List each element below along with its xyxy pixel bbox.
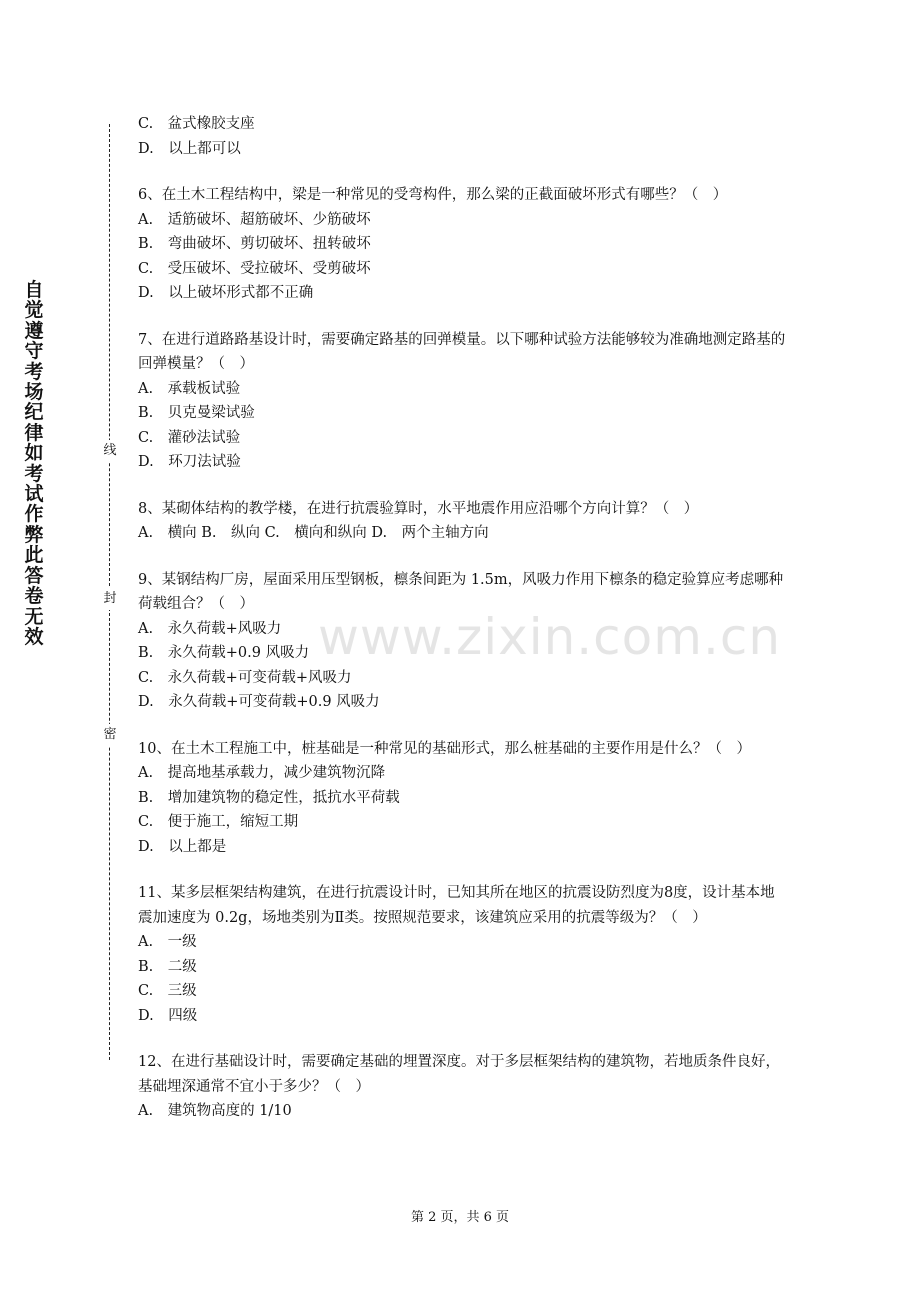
question-block bbox=[138, 328, 788, 475]
answer-option: A. 提高地基承载力，减少建筑物沉降 bbox=[138, 765, 386, 781]
answer-option: B. 二级 bbox=[138, 958, 197, 975]
notice-char: 弊 bbox=[24, 523, 44, 546]
notice-char: 考 bbox=[24, 462, 44, 485]
q5-option-c: C. 盆式橡胶支座 bbox=[138, 116, 255, 132]
answer-option: D. 四级 bbox=[138, 1007, 198, 1024]
exam-discipline-notice bbox=[20, 280, 48, 647]
notice-char: 答 bbox=[24, 564, 44, 587]
notice-char: 纪 bbox=[24, 401, 44, 424]
question-block bbox=[138, 881, 788, 1028]
question-block bbox=[138, 497, 788, 546]
answer-option: D. 永久荷载+可变荷载+0.9 风吸力 bbox=[138, 694, 380, 710]
seal-mark-line: 线 bbox=[103, 440, 117, 462]
answer-option: D. 环刀法试验 bbox=[138, 454, 241, 470]
question-stem: 7、在进行道路路基设计时，需要确定路基的回弹模量。以下哪种试验方法能够较为准确地测定路基的回弹模量？（ ） bbox=[138, 331, 786, 372]
notice-char: 律 bbox=[24, 421, 44, 444]
answer-option: B. 贝克曼梁试验 bbox=[138, 405, 255, 421]
answer-option: C. 永久荷载+可变荷载+风吸力 bbox=[138, 669, 352, 686]
notice-char: 场 bbox=[24, 381, 44, 404]
notice-char: 此 bbox=[24, 544, 44, 567]
notice-char: 遵 bbox=[24, 319, 44, 342]
answer-option: A. 建筑物高度的 1/10 bbox=[138, 1103, 292, 1119]
question-block bbox=[138, 183, 788, 306]
question-stem: 10、在土木工程施工中，桩基础是一种常见的基础形式，那么桩基础的主要作用是什么？（ ） bbox=[138, 740, 751, 757]
question-blocks bbox=[138, 161, 788, 1124]
answer-option: A. 一级 bbox=[138, 934, 197, 950]
answer-option: A. 适筋破坏、超筋破坏、少筋破坏 bbox=[138, 211, 371, 228]
q5-option-d: D. 以上都可以 bbox=[138, 140, 241, 157]
notice-char: 如 bbox=[24, 442, 44, 465]
question-stem: 12、在进行基础设计时，需要确定基础的埋置深度。对于多层框架结构的建筑物，若地质条件良好，基础埋深通常不宜小于多少？（ ） bbox=[138, 1054, 780, 1095]
answer-option: C. 三级 bbox=[138, 983, 197, 999]
question-stem: 8、某砌体结构的教学楼，在进行抗震验算时，水平地震作用应沿哪个方向计算？（ ） bbox=[138, 500, 699, 517]
answer-option: B. 弯曲破坏、剪切破坏、扭转破坏 bbox=[138, 236, 371, 252]
seal-mark-seal: 封 bbox=[103, 588, 117, 610]
notice-char: 卷 bbox=[24, 585, 44, 608]
answer-option: C. 灌砂法试验 bbox=[138, 429, 241, 446]
watermark: www.zixin.com.cn bbox=[318, 608, 782, 666]
notice-char: 觉 bbox=[24, 299, 44, 322]
notice-char: 效 bbox=[24, 625, 44, 648]
question-stem: 6、在土木工程结构中，梁是一种常见的受弯构件，那么梁的正截面破坏形式有哪些？（ ） bbox=[138, 187, 728, 203]
question-block bbox=[138, 737, 788, 860]
answer-option: B. 增加建筑物的稳定性，抵抗水平荷载 bbox=[138, 789, 400, 806]
answer-option: D. 以上破坏形式都不正确 bbox=[138, 285, 314, 301]
seal-mark-secret: 密 bbox=[103, 724, 117, 746]
exam-question-list bbox=[138, 112, 788, 1124]
notice-char: 守 bbox=[24, 340, 44, 363]
notice-char: 试 bbox=[24, 483, 44, 506]
question-stem: 11、某多层框架结构建筑，在进行抗震设计时，已知其所在地区的抗震设防烈度为8度，设计基本地震加速度为 0.2g，场地类别为Ⅱ类。按照规范要求，该建筑应采用的抗震等级为？（ ） bbox=[138, 885, 775, 926]
question-block bbox=[138, 568, 788, 715]
answer-option: D. 以上都是 bbox=[138, 838, 227, 855]
notice-char: 考 bbox=[24, 360, 44, 383]
page-footer: 第 2 页，共 6 页 bbox=[410, 1210, 510, 1225]
answer-option: B. 永久荷载+0.9 风吸力 bbox=[138, 645, 310, 661]
question-block bbox=[138, 1050, 788, 1124]
answer-option: A. 承载板试验 bbox=[138, 380, 241, 397]
notice-char: 自 bbox=[24, 279, 44, 301]
answer-option: A. 永久荷载+风吸力 bbox=[138, 620, 282, 637]
question-stem: 9、某钢结构厂房，屋面采用压型钢板，檩条间距为 1.5m，风吸力作用下檩条的稳定验算应考虑哪种荷载组合？（ ） bbox=[138, 571, 784, 612]
answer-option: A. 横向 B. 纵向 C. 横向和纵向 D. 两个主轴方向 bbox=[138, 525, 489, 541]
notice-char: 无 bbox=[24, 605, 44, 628]
answer-option: C. 便于施工，缩短工期 bbox=[138, 814, 299, 830]
notice-char: 作 bbox=[24, 503, 44, 526]
answer-option: C. 受压破坏、受拉破坏、受剪破坏 bbox=[138, 260, 371, 277]
